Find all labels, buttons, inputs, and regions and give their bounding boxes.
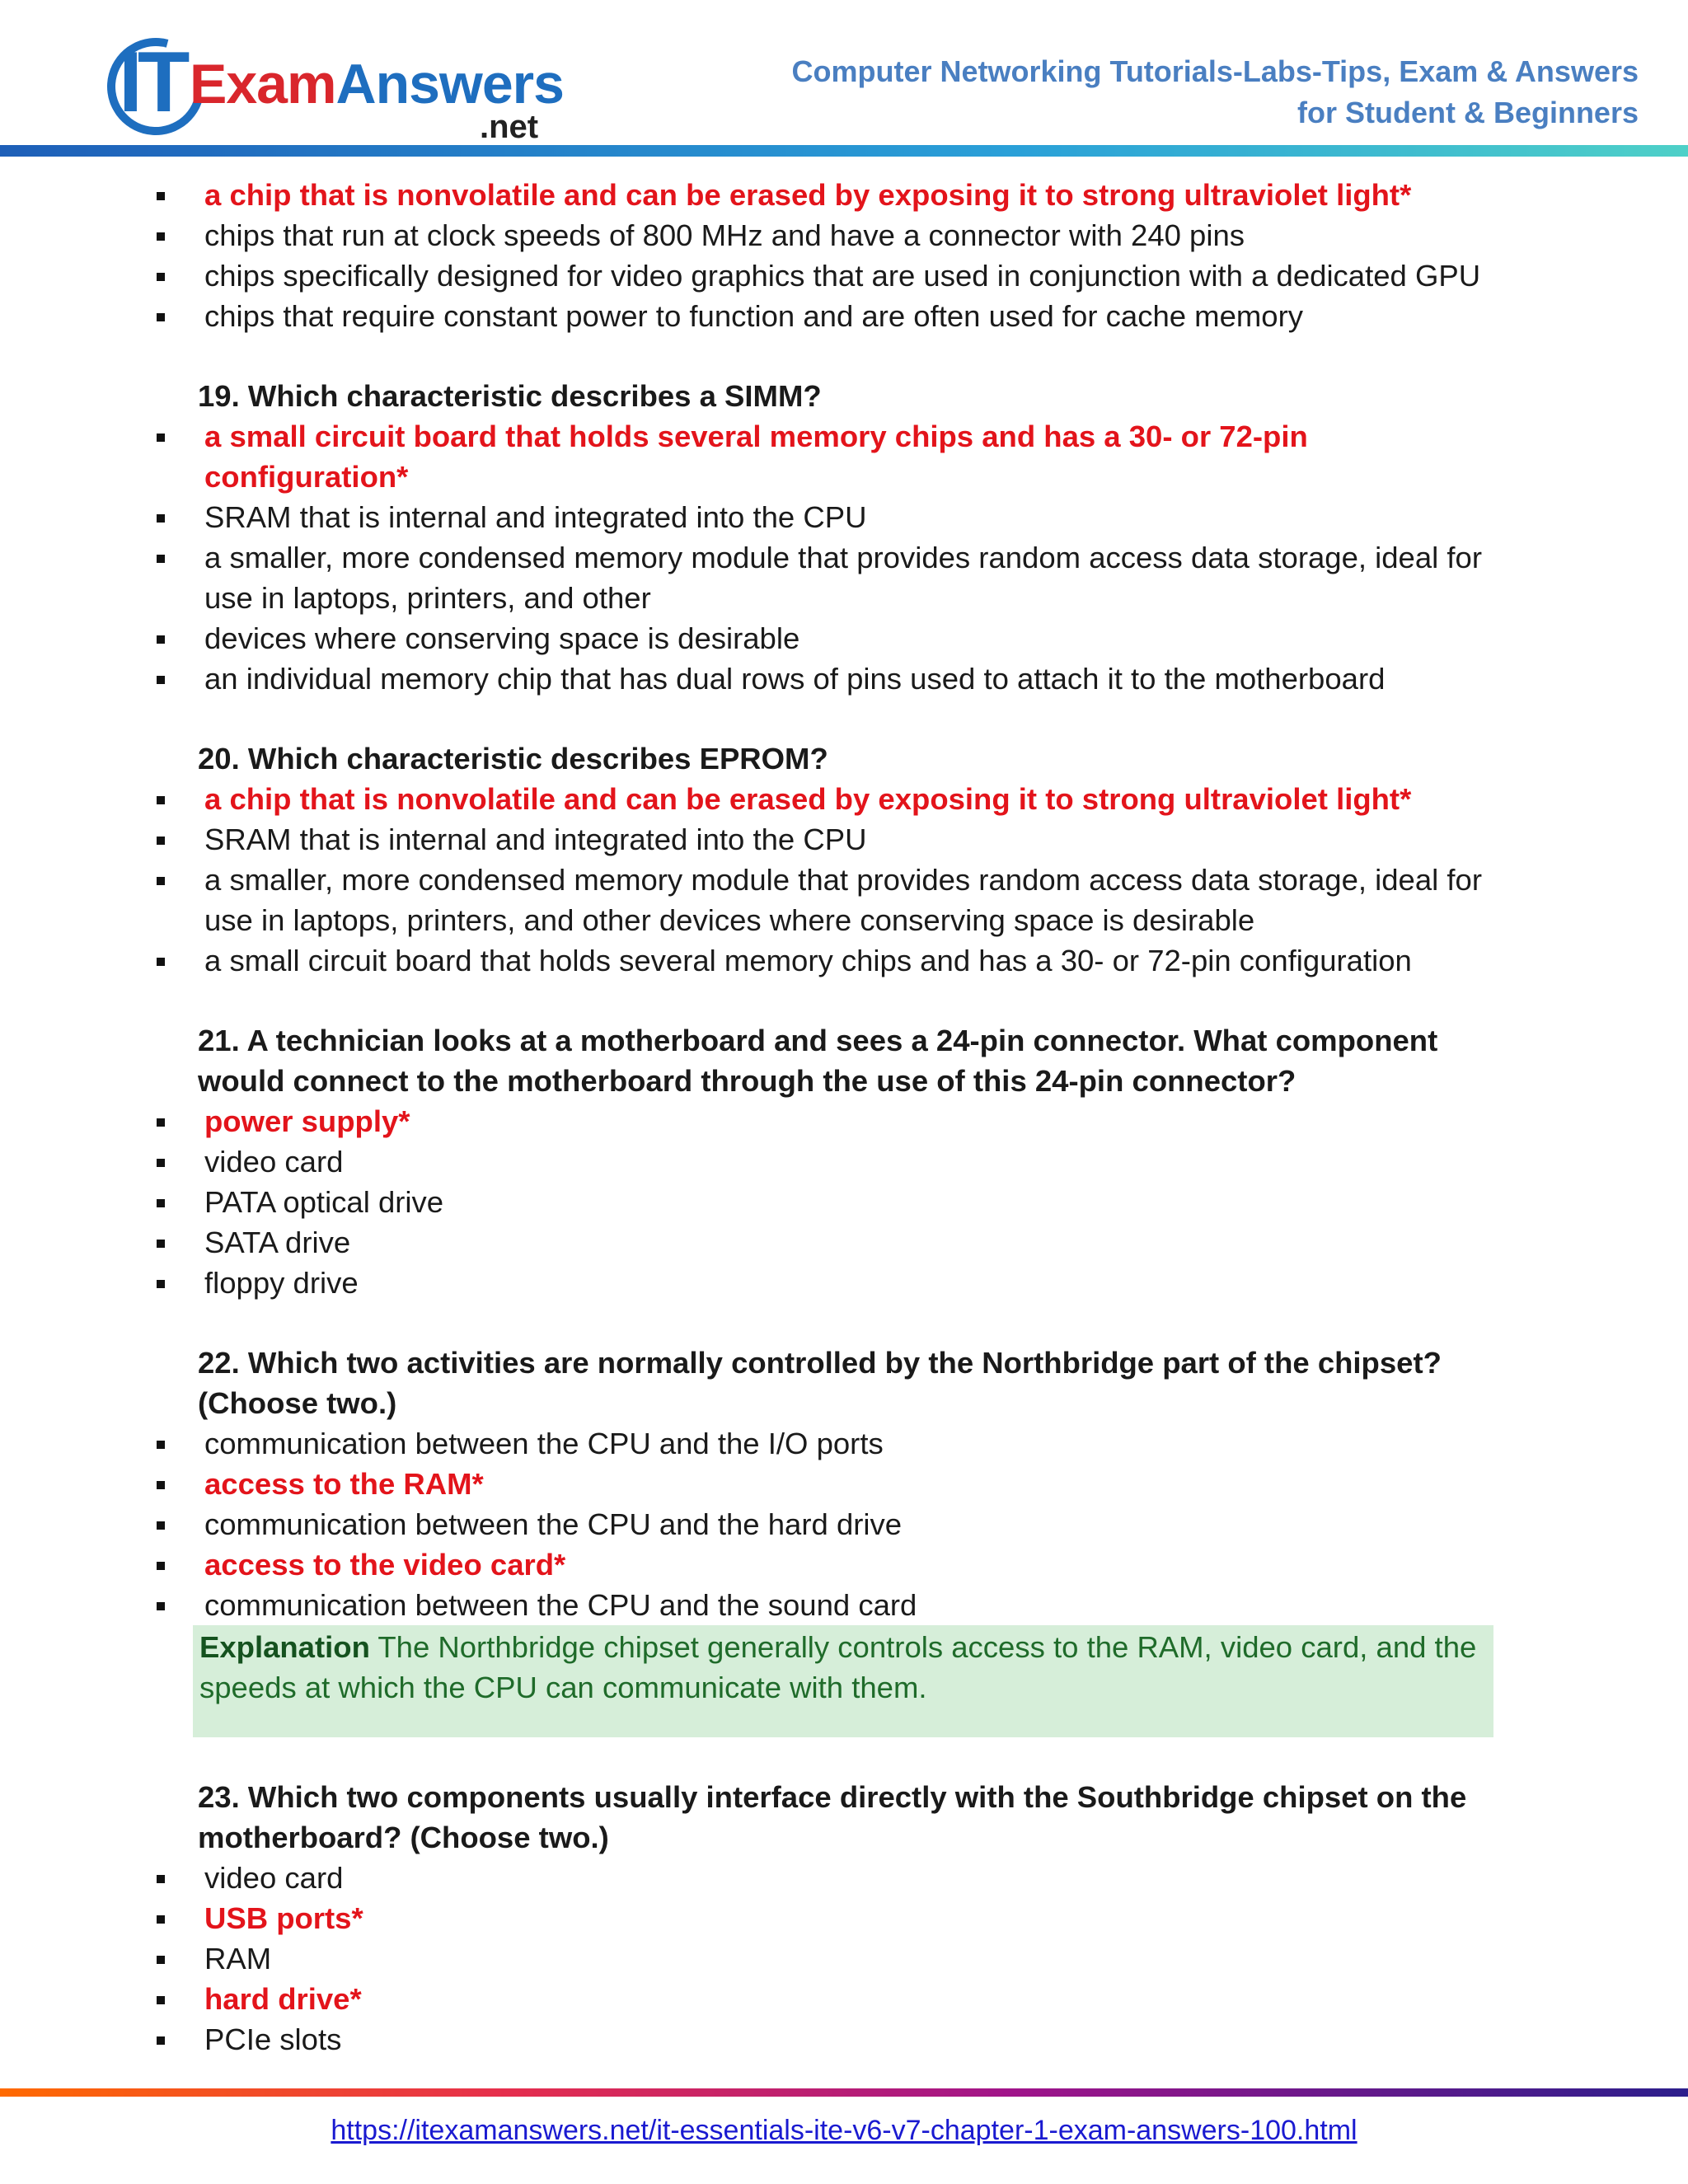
square-bullet-icon	[157, 1199, 165, 1207]
answer-option-text: a small circuit board that holds several memory chips and has a 30- or 72-pin configuration*	[204, 419, 1308, 494]
explanation-text: The Northbridge chipset generally controls access to the RAM, video card, and the speeds at which the CPU can communicate with them.	[199, 1630, 1477, 1704]
question-block	[0, 1020, 1688, 1303]
answer-option-text: access to the RAM*	[204, 1467, 484, 1501]
page-footer	[0, 2115, 1688, 2147]
answer-option-text: communication between the CPU and the hard drive	[204, 1507, 903, 1541]
question-text: 19. Which characteristic describes a SIMM?	[198, 379, 822, 413]
footer-divider	[0, 2088, 1688, 2097]
answer-option-correct	[0, 175, 1688, 215]
answer-option	[0, 658, 1688, 699]
square-bullet-icon	[157, 1159, 165, 1167]
square-bullet-icon	[157, 837, 165, 845]
square-bullet-icon	[157, 676, 165, 684]
answer-option	[0, 537, 1688, 618]
answer-option-text: communication between the CPU and the I/O ports	[204, 1427, 884, 1460]
square-bullet-icon	[157, 958, 165, 966]
square-bullet-icon	[157, 2036, 165, 2045]
answer-option-text: power supply*	[204, 1104, 410, 1138]
logo-it: IT	[119, 35, 185, 130]
answer-option-text: an individual memory chip that has dual rows of pins used to attach it to the motherboard	[204, 662, 1386, 696]
answer-option-text: a smaller, more condensed memory module that provides random access data storage, ideal for use in laptops, printers, and other devices where conserving space is desirable	[204, 863, 1483, 937]
answer-option-text: access to the video card*	[204, 1548, 566, 1582]
page-header	[0, 0, 1688, 157]
source-url-link[interactable]: https://itexamanswers.net/it-essentials-ite-v6-v7-chapter-1-exam-answers-100.html	[331, 2115, 1357, 2146]
answer-option	[0, 215, 1688, 255]
square-bullet-icon	[157, 1875, 165, 1883]
answer-option-correct	[0, 416, 1688, 497]
answer-option	[0, 2019, 1688, 2060]
answer-option	[0, 1222, 1688, 1263]
answer-option-text: hard drive*	[204, 1982, 362, 2016]
question-text: 21. A technician looks at a motherboard and sees a 24-pin connector. What component would connect to the motherboard through the use of this 24-pin connector?	[198, 1024, 1438, 1098]
square-bullet-icon	[157, 555, 165, 563]
answer-option	[0, 1141, 1688, 1182]
question-block	[0, 1777, 1688, 2060]
answer-option	[0, 1858, 1688, 1898]
answer-option	[0, 819, 1688, 860]
question-text: 23. Which two components usually interface directly with the Southbridge chipset on the motherboard? (Choose two.)	[198, 1780, 1467, 1854]
answer-option	[0, 1182, 1688, 1222]
answer-option	[0, 1938, 1688, 1979]
answer-option-text: chips that require constant power to function and are often used for cache memory	[204, 299, 1303, 333]
answer-option-text: SRAM that is internal and integrated into the CPU	[204, 823, 867, 856]
square-bullet-icon	[157, 635, 165, 644]
square-bullet-icon	[157, 1481, 165, 1489]
answer-option-text: SRAM that is internal and integrated into the CPU	[204, 500, 867, 534]
square-bullet-icon	[157, 192, 165, 200]
answer-option-text: RAM	[204, 1942, 272, 1975]
answer-option-text: chips specifically designed for video graphics that are used in conjunction with a dedicated GPU	[204, 259, 1481, 293]
answer-option	[0, 940, 1688, 981]
square-bullet-icon	[157, 1915, 165, 1924]
answer-option-correct	[0, 1544, 1688, 1585]
answer-option	[0, 296, 1688, 336]
questions-list	[0, 376, 1688, 2060]
answer-option	[0, 497, 1688, 537]
lead-options-list	[0, 175, 1688, 336]
square-bullet-icon	[157, 313, 165, 321]
square-bullet-icon	[157, 232, 165, 241]
header-divider	[0, 145, 1688, 157]
answer-option-text: communication between the CPU and the sound card	[204, 1588, 917, 1622]
square-bullet-icon	[157, 1240, 165, 1248]
explanation-label: Explanation	[199, 1630, 370, 1664]
question-block	[0, 376, 1688, 699]
question-block	[0, 738, 1688, 981]
question-text: 20. Which characteristic describes EPROM?	[198, 742, 828, 776]
answer-option-text: a chip that is nonvolatile and can be erased by exposing it to strong ultraviolet light*	[204, 782, 1412, 816]
answer-option	[0, 618, 1688, 658]
square-bullet-icon	[157, 434, 165, 442]
answer-option	[0, 1423, 1688, 1464]
answer-option-correct	[0, 779, 1688, 819]
answer-option-text: chips that run at clock speeds of 800 MHz and have a connector with 240 pins	[204, 218, 1245, 252]
answer-option-text: a chip that is nonvolatile and can be erased by exposing it to strong ultraviolet light*	[204, 178, 1412, 212]
square-bullet-icon	[157, 1996, 165, 2004]
answer-option-text: SATA drive	[204, 1226, 351, 1259]
square-bullet-icon	[157, 1441, 165, 1449]
answer-option	[0, 1263, 1688, 1303]
answer-option-text: devices where conserving space is desirable	[204, 621, 800, 655]
answer-option-correct	[0, 1464, 1688, 1504]
explanation-box	[193, 1625, 1493, 1737]
answer-option-text: USB ports*	[204, 1901, 363, 1935]
square-bullet-icon	[157, 273, 165, 281]
answer-option-text: video card	[204, 1145, 344, 1179]
exam-content	[0, 175, 1688, 2060]
square-bullet-icon	[157, 1562, 165, 1570]
logo-net: .net	[480, 109, 539, 145]
square-bullet-icon	[157, 1118, 165, 1127]
site-tagline: Computer Networking Tutorials-Labs-Tips, Exam & Answers for Student & Beginners	[791, 54, 1639, 129]
square-bullet-icon	[157, 514, 165, 523]
answer-option-text: PATA optical drive	[204, 1185, 444, 1219]
answer-option-text: a small circuit board that holds several memory chips and has a 30- or 72-pin configuration	[204, 944, 1412, 977]
question-text: 22. Which two activities are normally controlled by the Northbridge part of the chipset? (Choose two.)	[198, 1346, 1442, 1420]
answer-option-correct	[0, 1898, 1688, 1938]
answer-option-correct	[0, 1979, 1688, 2019]
answer-option	[0, 255, 1688, 296]
answer-option-text: floppy drive	[204, 1266, 359, 1300]
answer-option-text: PCIe slots	[204, 2022, 342, 2056]
logo-wordmark: ExamAnswers	[190, 53, 564, 115]
square-bullet-icon	[157, 1521, 165, 1530]
site-logo[interactable]	[107, 35, 564, 150]
square-bullet-icon	[157, 796, 165, 804]
answer-option	[0, 1585, 1688, 1625]
question-block	[0, 1343, 1688, 1737]
square-bullet-icon	[157, 1280, 165, 1288]
square-bullet-icon	[157, 877, 165, 885]
answer-option-correct	[0, 1101, 1688, 1141]
answer-option	[0, 860, 1688, 940]
answer-option-text: video card	[204, 1861, 344, 1895]
square-bullet-icon	[157, 1956, 165, 1964]
answer-option	[0, 1504, 1688, 1544]
answer-option-text: a smaller, more condensed memory module that provides random access data storage, ideal for use in laptops, printers, and other	[204, 541, 1483, 615]
square-bullet-icon	[157, 1602, 165, 1610]
